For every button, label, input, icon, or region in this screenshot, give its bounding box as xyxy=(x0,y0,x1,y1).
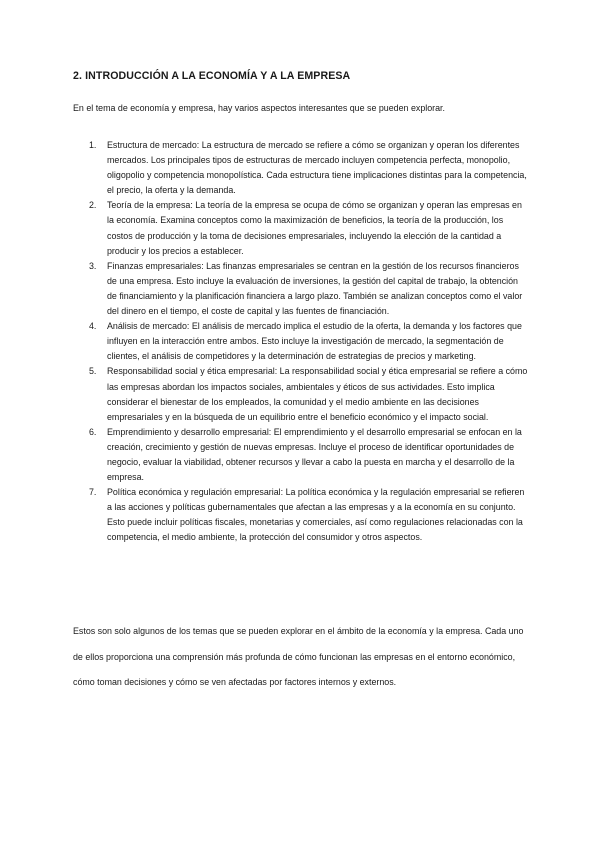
list-item-text: Emprendimiento y desarrollo empresarial: El emprendimiento y el desarrollo empresarial se enfocan en la creación, crecimiento y gestión de nuevas empresas. Incluye el proceso de identificar oportunidades de negocio, evaluar la viabilidad, obtener recursos y llevar a cabo la puesta en marcha y el desarrollo de la empresa. xyxy=(107,426,522,483)
list-item-text: Política económica y regulación empresarial: La política económica y la regulación empresarial se refieren a las acciones y políticas gubernamentales que afectan a las empresas y a la economía en su conjunto. Esto puede incluir políticas fiscales, monetarias y comerciales, así como regulaciones relacionadas con la competencia, el medio ambiente, la protección del consumidor y otros aspectos. xyxy=(107,487,525,543)
list-item xyxy=(89,138,529,198)
list-item xyxy=(89,259,529,319)
list-item xyxy=(89,364,529,424)
list-item xyxy=(89,198,529,258)
list-item-number: 4. xyxy=(89,321,97,332)
closing-paragraph: Estos son solo algunos de los temas que se pueden explorar en el ámbito de la economía y la empresa. Cada uno de ellos proporciona una comprensión más profunda de cómo funcionan las empresas en el entorno económico, cómo toman decisiones y cómo se ven afectadas por factores internos y externos. xyxy=(73,626,524,687)
list-item xyxy=(89,485,529,545)
list-item xyxy=(89,319,529,364)
section-heading: 2. INTRODUCCIÓN A LA ECONOMÍA Y A LA EMPRESA xyxy=(73,70,351,82)
list-item-number: 3. xyxy=(89,260,97,271)
intro-paragraph: En el tema de economía y empresa, hay varios aspectos interesantes que se pueden explorar. xyxy=(73,103,445,113)
topic-list xyxy=(89,138,529,546)
list-item-text: Estructura de mercado: La estructura de mercado se refiere a cómo se organizan y operan los diferentes mercados. Los principales tipos de estructuras de mercado incluyen competencia perfecta, monopolio, oligopolio y competencia monopolística. Cada estructura tiene implicaciones distintas para la competencia, el precio, la oferta y la demanda. xyxy=(107,140,527,196)
list-item-number: 7. xyxy=(89,487,97,498)
list-item-text: Responsabilidad social y ética empresarial: La responsabilidad social y ética empresarial se refiere a cómo las empresas abordan los impactos sociales, ambientales y éticos de sus actividades. Esto implica considerar el bienestar de los empleados, la comunidad y el medio ambiente en las decisiones empresariales y en la búsqueda de un equilibrio entre el beneficio económico y el impacto social. xyxy=(107,366,528,422)
list-item-number: 5. xyxy=(89,366,97,377)
list-item-number: 6. xyxy=(89,426,97,437)
list-item-number: 1. xyxy=(89,140,97,150)
list-item-text: Análisis de mercado: El análisis de mercado implica el estudio de la oferta, la demanda y los factores que influyen en la interacción entre ambos. Esto incluye la investigación de mercado, la segmentación de clientes, el análisis de competidores y la determinación de estrategias de precios y marketing. xyxy=(107,321,522,362)
list-item-number: 2. xyxy=(89,200,97,211)
list-item-text: Teoría de la empresa: La teoría de la empresa se ocupa de cómo se organizan y operan las empresas en la economía. Examina conceptos como la maximización de beneficios, la teoría de la producción, los costos de producción y la toma de decisiones empresariales, incluyendo la elección de la cantidad a producir y los precios a establecer. xyxy=(107,200,522,256)
list-item-text: Finanzas empresariales: Las finanzas empresariales se centran en la gestión de los recursos financieros de una empresa. Esto incluye la evaluación de inversiones, la gestión del capital de trabajo, la obtención de financiamiento y la planificación financiera a largo plazo. También se analizan conceptos como el valor del dinero en el tiempo, el coste de capital y las fuentes de financiación. xyxy=(107,260,523,317)
list-item xyxy=(89,425,529,485)
